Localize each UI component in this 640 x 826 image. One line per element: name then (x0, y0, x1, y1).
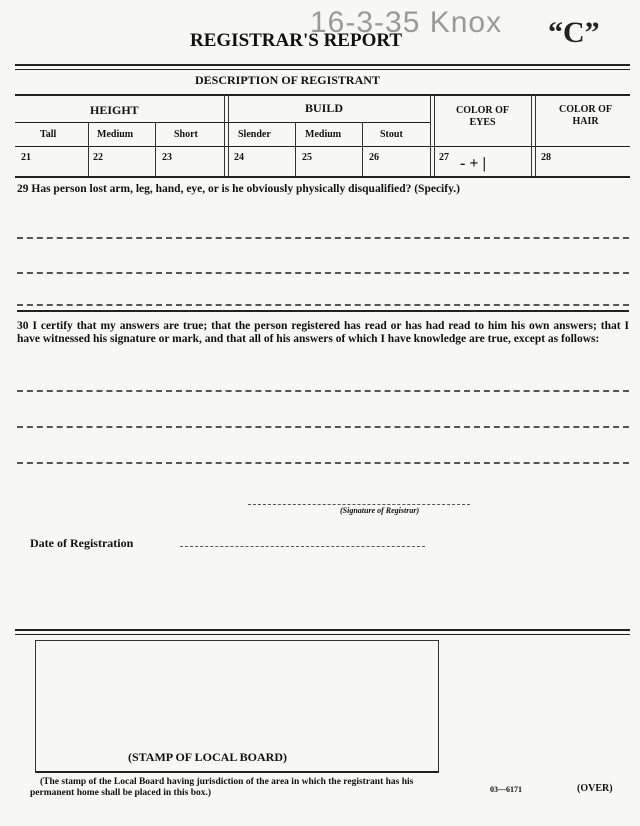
col-tall: Tall (40, 129, 57, 140)
field-25[interactable]: 25 (302, 152, 312, 163)
question-29: 29 Has person lost arm, leg, hand, eye, or is he obviously physically disqualified? (Specify.) (17, 183, 460, 195)
hair-header: COLOR OF HAIR (558, 104, 613, 127)
date-field[interactable] (180, 546, 425, 547)
field-27[interactable]: 27 (439, 152, 449, 163)
field-24[interactable]: 24 (234, 152, 244, 163)
col-medium-build: Medium (305, 129, 342, 140)
q29-answer-line[interactable] (17, 237, 629, 239)
over-label: (OVER) (577, 783, 613, 794)
handwritten-letter: “C” (548, 16, 600, 49)
build-header: BUILD (305, 101, 344, 115)
page-title: REGISTRAR'S REPORT (190, 30, 403, 51)
date-label: Date of Registration (30, 536, 134, 550)
field-26[interactable]: 26 (369, 152, 379, 163)
signature-label: (Signature of Registrar) (340, 506, 420, 515)
signature-line[interactable] (248, 504, 470, 505)
field-28[interactable]: 28 (541, 152, 551, 163)
col-slender: Slender (238, 129, 271, 140)
q30-answer-line[interactable] (17, 390, 629, 392)
height-header: HEIGHT (90, 103, 139, 117)
q29-answer-line[interactable] (17, 304, 629, 306)
col-stout: Stout (380, 129, 403, 140)
q29-answer-line[interactable] (17, 272, 629, 274)
col-short: Short (174, 129, 198, 140)
field-22[interactable]: 22 (93, 152, 103, 163)
handwritten-note: 16-3-35 Knox (310, 6, 503, 39)
section-title: DESCRIPTION OF REGISTRANT (195, 73, 380, 87)
form-number: 03—6171 (490, 785, 522, 794)
q30-answer-line[interactable] (17, 426, 629, 428)
q30-answer-line[interactable] (17, 462, 629, 464)
col-medium-height: Medium (97, 129, 134, 140)
field-21[interactable]: 21 (21, 152, 31, 163)
eyes-handwritten-value: - + | (460, 155, 486, 172)
stamp-note: (The stamp of the Local Board having jurisdiction of the area in which the registrant has his permanent home shall be placed in this box.) (30, 777, 414, 798)
stamp-label: (STAMP OF LOCAL BOARD) (128, 750, 288, 764)
eyes-header: COLOR OF EYES (455, 105, 510, 128)
field-23[interactable]: 23 (162, 152, 172, 163)
question-30: 30 I certify that my answers are true; that the person registered has read or has had read to him his own answers; that I have witnessed his signature or mark, and that all of his answers of which I have knowledge are true, except as follows: (17, 320, 629, 345)
